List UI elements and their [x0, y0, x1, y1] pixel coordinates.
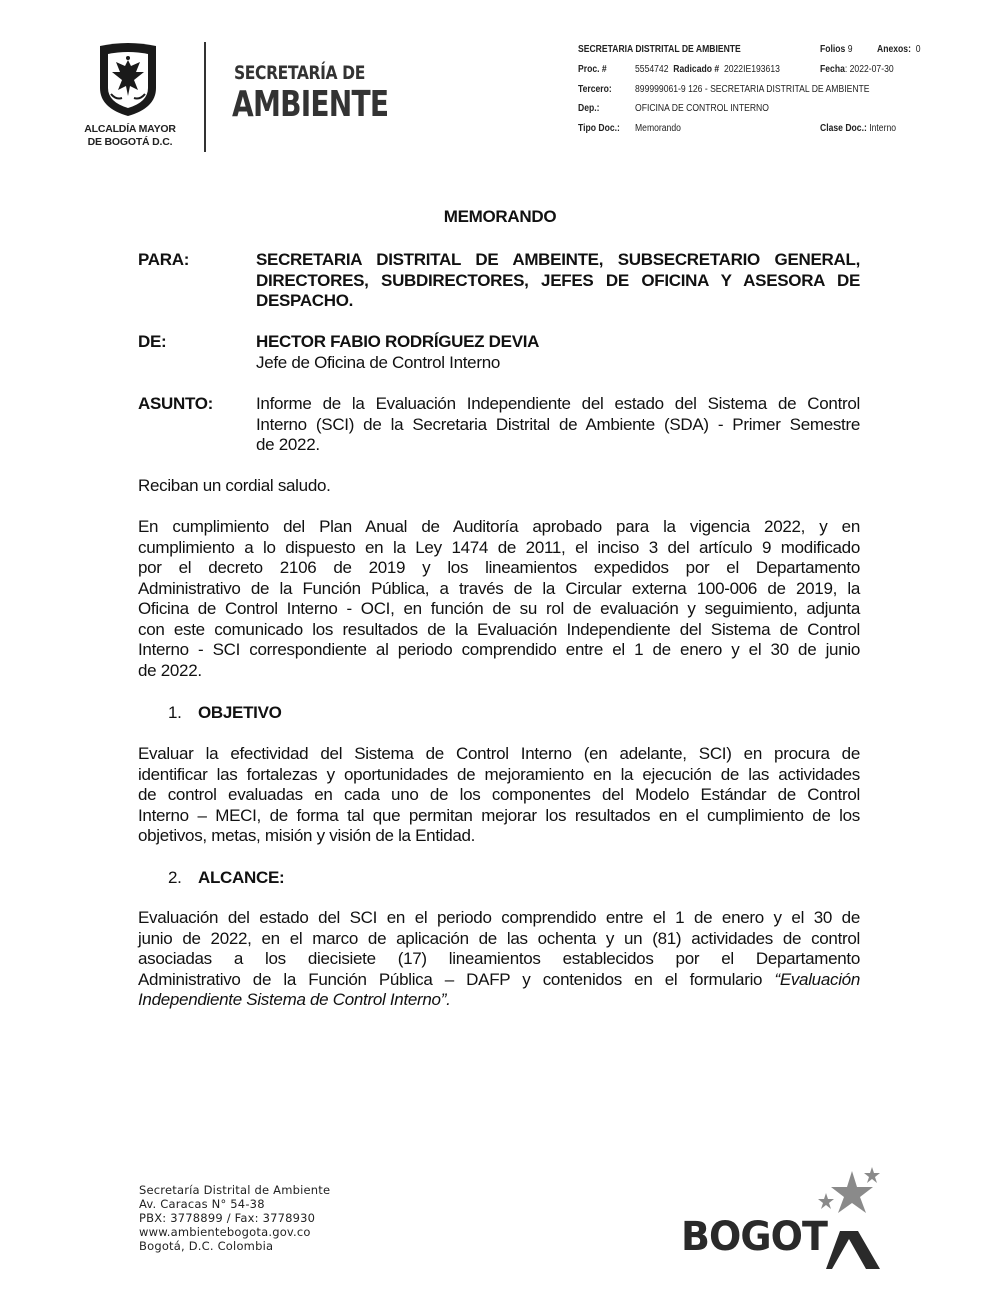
folios-label: Folios [820, 44, 846, 55]
asunto-line: Informe de la Evaluación Independiente del estado del Sistema de Control [256, 394, 860, 413]
intro-line: con este comunicado los resultados de la Evaluación Independiente del Sistema de Control [138, 619, 860, 639]
asunto-line: de 2022. [256, 435, 320, 454]
dep-value: OFICINA DE CONTROL INTERNO [635, 103, 769, 114]
de-label: DE: [138, 332, 167, 351]
dep-label: Dep.: [578, 103, 600, 114]
para-label: PARA: [138, 250, 190, 269]
intro-line: En cumplimiento del Plan Anual de Auditoría aprobado para la vigencia 2022, y en [138, 517, 860, 536]
para-line: SECRETARIA DISTRITAL DE AMBEINTE, SUBSECRETARIO GENERAL, [256, 250, 860, 269]
alcance-line: Administrativo de la Función Pública – DAFP y contenidos en el formulario “Evaluación [138, 969, 860, 989]
secretaria-logo-line-1: SECRETARÍA DE [234, 62, 365, 84]
folios-value: 9 [847, 44, 853, 55]
bogota-coat-of-arms-icon [96, 42, 160, 118]
intro-line: Administrativo de la Función Pública, a través de la Circular externa 100-006 de 2019, la [138, 578, 860, 598]
clase-doc-label: Clase Doc.: [820, 123, 867, 134]
objetivo-line: objetivos, metas, misión y visión de la Entidad. [138, 826, 476, 845]
intro-line: por el decreto 2106 de 2019 y los lineamientos expedidos por el Departamento [138, 558, 860, 577]
tercero-label: Tercero: [578, 84, 612, 95]
alcaldia-logo-text [80, 123, 180, 149]
alcaldia-line-2: DE BOGOTÁ D.C. [87, 136, 173, 148]
para-recipients [256, 250, 860, 312]
sender-role: Jefe de Oficina de Control Interno [256, 352, 501, 372]
secretaria-logo-line-2: AMBIENTE [232, 84, 389, 125]
memo-title: MEMORANDO [443, 207, 557, 226]
anexos-value: 0 [915, 44, 921, 55]
footer-address [139, 1183, 330, 1253]
radicado-entity: SECRETARIA DISTRITAL DE AMBIENTE [578, 44, 741, 55]
greeting: Reciban un cordial saludo. [138, 476, 331, 495]
form-name-italic: “Evaluación [774, 969, 860, 989]
proc-label: Proc. # [578, 64, 607, 75]
intro-line: cumplimiento a lo dispuesto en la Ley 1474 de 2011, el inciso 3 del artículo 9 modificado [138, 537, 860, 557]
sender-name: HECTOR FABIO RODRÍGUEZ DEVIA [256, 332, 540, 351]
tipo-doc-value: Memorando [635, 123, 681, 134]
objetivo-line: Evaluar la efectividad del Sistema de Control Interno (en adelante, SCI) en procura de [138, 744, 860, 763]
asunto-text [256, 394, 860, 456]
alcance-line: Evaluación del estado del SCI en el periodo comprendido entre el 1 de enero y el 30 de [138, 908, 860, 927]
anexos-label: Anexos: [877, 44, 911, 55]
objetivo-line: Interno – MECI, de forma tal que permitan mejorar los resultados en el cumplimiento de los [138, 805, 860, 825]
footer-line: Bogotá, D.C. Colombia [139, 1239, 274, 1253]
objetivo-line: de control evaluadas en cada uno de los componentes del Modelo Estándar de Control [138, 785, 860, 804]
proc-value: 5554742 [635, 64, 669, 75]
alcance-line [138, 990, 860, 1011]
intro-line: Interno - SCI correspondiente al periodo comprendido entre el 1 de enero y el 30 de junio [138, 640, 860, 659]
section-heading-alcance [168, 868, 284, 889]
intro-line: Oficina de Control Interno - OCI, en función de su rol de evaluación y seguimiento, adjunta [138, 599, 860, 618]
alcance-line: junio de 2022, en el marco de aplicación de las ochenta y un (81) actividades de control [138, 928, 860, 948]
radicado-label: Radicado # [673, 64, 720, 75]
bogota-logo-word: BOGOT [681, 1214, 827, 1260]
sender [256, 332, 860, 373]
clase-doc-value: Interno [869, 123, 897, 134]
alcance-line: asociadas a los diecisiete (17) lineamientos establecidos por el Departamento [138, 949, 860, 968]
objetivo-paragraph [138, 744, 860, 847]
alcance-paragraph [138, 908, 860, 1011]
intro-paragraph [138, 517, 860, 681]
section-title: ALCANCE: [198, 868, 285, 887]
logo-divider [204, 42, 206, 152]
footer-line: PBX: 3778899 / Fax: 3778930 [139, 1211, 316, 1225]
para-line: DIRECTORES, SUBDIRECTORES, JEFES DE OFICINA Y ASESORA DE [256, 270, 860, 290]
tercero-value: 899999061-9 126 - SECRETARIA DISTRITAL DE AMBIENTE [635, 84, 870, 95]
footer-line: Av. Caracas N° 54-38 [139, 1197, 265, 1211]
fecha-label: Fecha [820, 64, 845, 75]
alcaldia-line-1: ALCALDÍA MAYOR [84, 123, 176, 135]
intro-line: de 2022. [138, 660, 202, 680]
radicado-value: 2022IE193613 [723, 64, 780, 75]
footer-line: www.ambientebogota.gov.co [139, 1225, 311, 1239]
form-name-italic: Independiente Sistema de Control Interno”. [138, 990, 451, 1009]
section-heading-objetivo [168, 703, 282, 724]
tipo-doc-label: Tipo Doc.: [578, 123, 620, 134]
section-title: OBJETIVO [198, 703, 282, 722]
objetivo-line: identificar las fortalezas y oportunidades de mejoramiento en la ejecución de las actividades [138, 764, 860, 784]
footer-line: Secretaría Distrital de Ambiente [139, 1183, 331, 1197]
para-line: DESPACHO. [256, 291, 354, 310]
section-number: 2. [168, 868, 182, 887]
asunto-label: ASUNTO: [138, 394, 214, 413]
asunto-line: Interno (SCI) de la Secretaria Distrital de Ambiente (SDA) - Primer Semestre [256, 414, 860, 434]
section-number: 1. [168, 703, 182, 722]
fecha-value: 2022-07-30 [849, 64, 894, 75]
